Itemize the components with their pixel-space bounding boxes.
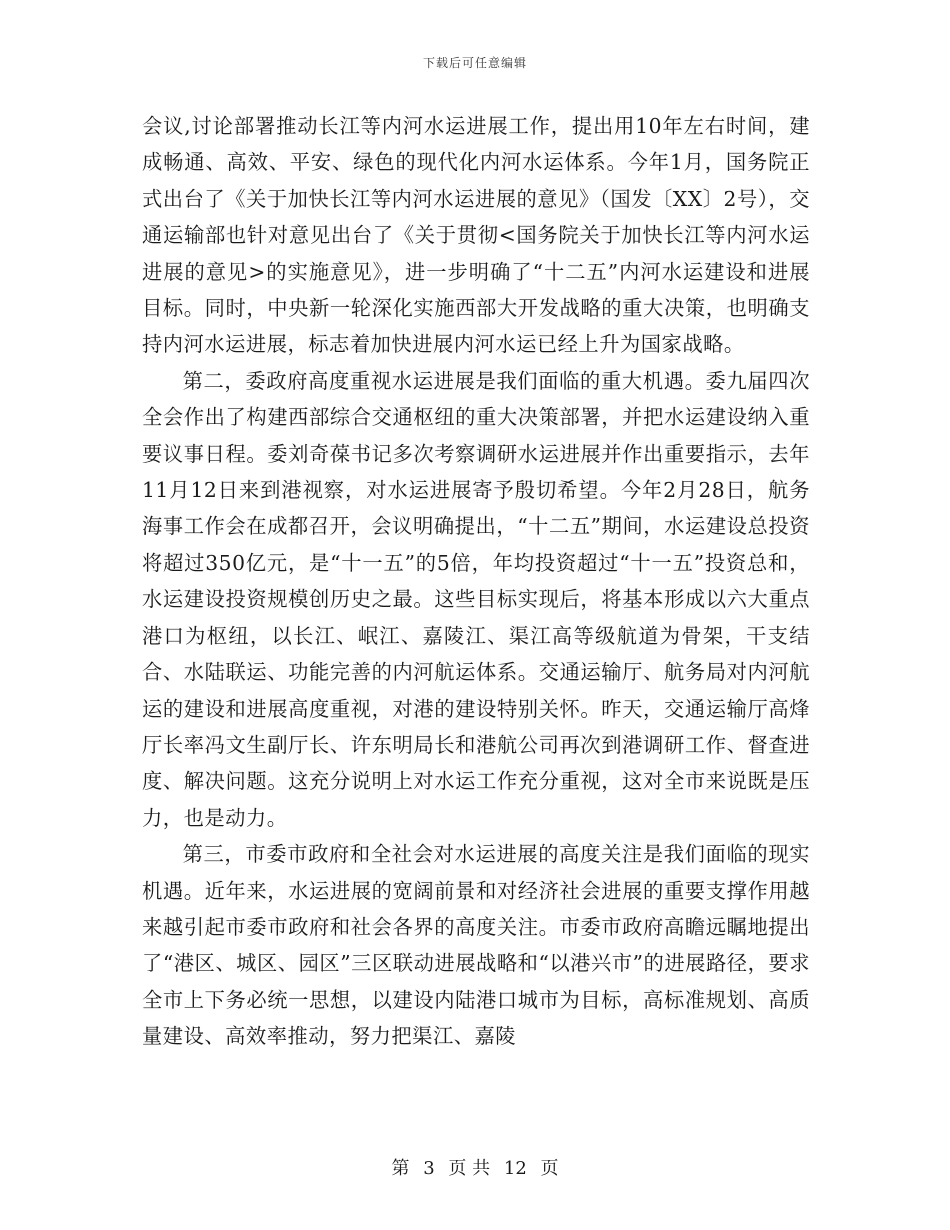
page-footer [0, 1154, 950, 1180]
footer-total-pages: 12 [503, 1158, 527, 1179]
paragraph-2: 第二，委政府高度重视水运进展是我们面临的重大机遇。委九届四次全会作出了构建西部综合交通枢纽的重大决策部署，并把水运建设纳入重要议事日程。委刘奇葆书记多次考察调研水运进展并作出重要指示，去年11月12日来到港视察，对水运进展寄予殷切希望。今年2月28日，航务海事工作会在成都召开，会议明确提出，“十二五”期间，水运建设总投资将超过350亿元，是“十一五”的5倍，年均投资超过“十一五”投资总和，水运建设投资规模创历史之最。这些目标实现后，将基本形成以六大重点港口为枢纽，以长江、岷江、嘉陵江、渠江高等级航道为骨架，干支结合、水陆联运、功能完善的内河航运体系。交通运输厅、航务局对内河航运的建设和进展高度重视，对港的建设特别关怀。昨天，交通运输厅高烽厅长率冯文生副厅长、许东明局长和港航公司再次到港调研工作、督查进度、解决问题。这充分说明上对水运工作充分重视，这对全市来说既是压力，也是动力。 [142, 368, 810, 830]
footer-middle: 页 共 [448, 1158, 491, 1179]
page-header: 下载后可任意编辑 [422, 56, 527, 70]
footer-current-page: 3 [423, 1158, 435, 1179]
footer-prefix: 第 [391, 1158, 410, 1179]
footer-suffix: 页 [540, 1158, 559, 1179]
paragraph-3: 第三，市委市政府和全社会对水运进展的高度关注是我们面临的现实机遇。近年来，水运进展的宽阔前景和对经济社会进展的重要支撑作用越来越引起市委市政府和社会各界的高度关注。市委市政府高瞻远瞩地提出了“港区、城区、园区”三区联动进展战略和“以港兴市”的进展路径，要求全市上下务必统一思想，以建设内陆港口城市为目标，高标准规划、高质量建设、高效率推动，努力把渠江、嘉陵 [142, 842, 810, 1049]
document-body [142, 108, 810, 1055]
paragraph-1: 会议,讨论部署推动长江等内河水运进展工作，提出用10年左右时间，建成畅通、高效、平安、绿色的现代化内河水运体系。今年1月，国务院正式出台了《关于加快长江等内河水运进展的意见》（国发〔XX〕2号），交通运输部也针对意见出台了《关于贯彻<国务院关于加快长江等内河水运进展的意见>的实施意见》，进一步明确了“十二五”内河水运建设和进展目标。同时，中央新一轮深化实施西部大开发战略的重大决策，也明确支持内河水运进展，标志着加快进展内河水运已经上升为国家战略。 [142, 114, 810, 357]
